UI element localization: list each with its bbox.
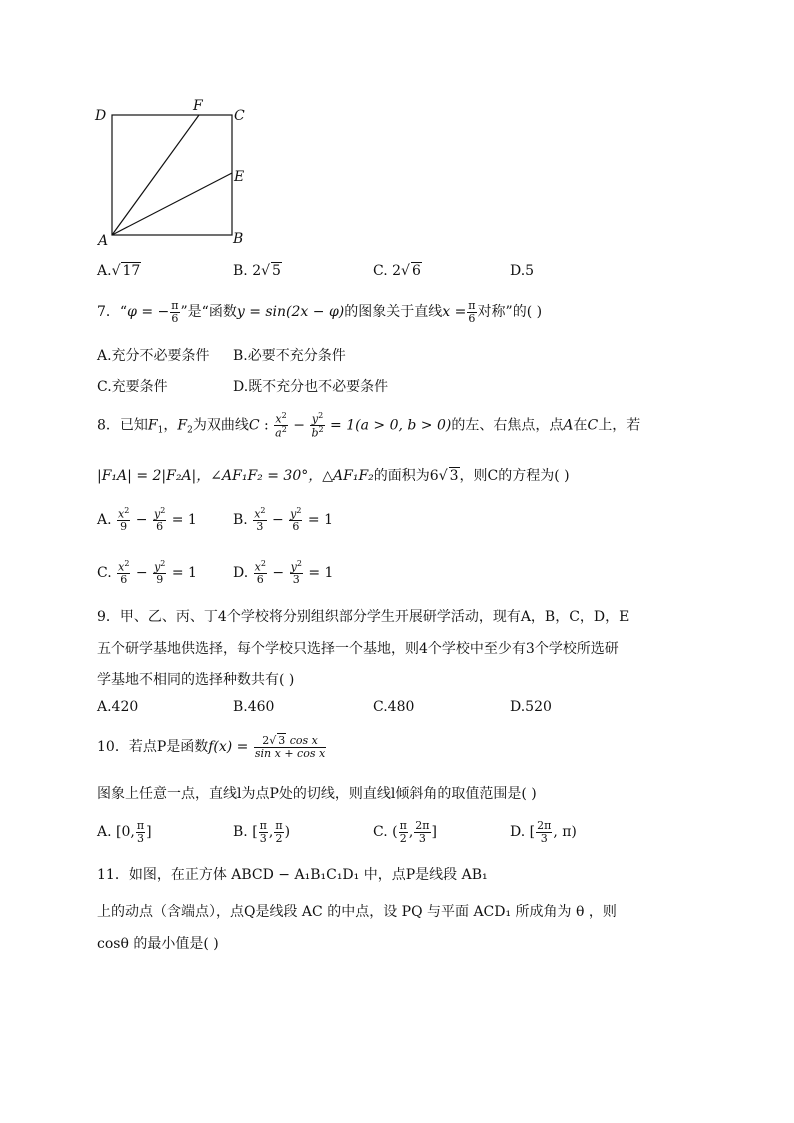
fraction-x2-a2: $\frac{x^2}{a^2}$ (275, 411, 287, 440)
fraction-pi-over-6: $\frac{\pi}{6}$ (171, 299, 179, 325)
fraction-pi-over-6: $\frac{\pi}{6}$ (468, 299, 476, 325)
label-c: C (234, 108, 245, 124)
q7-option-b[interactable]: B.必要不充分条件 (233, 348, 346, 364)
q6-option-a[interactable]: A.√ 17 (97, 263, 141, 279)
q8-option-c[interactable]: C. $\frac{x^2}{6}$ − $\frac{y^2}{9}$ = 1 (97, 559, 197, 587)
label-a: A (98, 233, 109, 249)
q6-option-c[interactable]: C. 2√ 6 (373, 263, 421, 279)
q10-stem-line1: 10．若点P是函数f(x) = $\frac{\text{2√ 3 cos x}}{\text{sin x + cos x}}$ (97, 734, 326, 760)
q9-option-a[interactable]: A.420 (97, 699, 139, 715)
q7-option-c[interactable]: C.充要条件 (97, 379, 168, 395)
q7-stem: 7．“φ = − $\frac{\pi}{6}$ ”是“函数y = sin(2x − φ)的图象关于直线x = $\frac{\pi}{6}$ 对称”的( ) (97, 299, 543, 325)
q10-stem-line2: 图象上任意一点，直线l为点P处的切线，则直线l倾斜角的取值范围是( ) (97, 786, 537, 802)
q10-option-d[interactable]: D. [ $\frac{2\pi}{3}$ , π) (510, 819, 577, 845)
q10-option-c[interactable]: C. ( $\frac{\pi}{2}$ , $\frac{2\pi}{3}$ ] (373, 819, 437, 845)
q11-stem-line2: 上的动点（含端点），点Q是线段 AC 的中点，设 PQ 与平面 ACD₁ 所成角为 θ ，则 (97, 904, 617, 920)
q8-option-d[interactable]: D. $\frac{x^2}{6}$ − $\frac{y^2}{3}$ = 1 (233, 559, 334, 587)
q11-stem-line1: 11．如图，在正方体 ABCD − A₁B₁C₁D₁ 中，点P是线段 AB₁ (97, 867, 488, 883)
q9-option-d[interactable]: D.520 (510, 699, 552, 715)
label-b: B (233, 231, 244, 247)
square-abcd (112, 115, 232, 235)
q8-option-a[interactable]: A. $\frac{x^2}{9}$ − $\frac{y^2}{6}$ = 1 (97, 506, 197, 534)
q7-option-a[interactable]: A.充分不必要条件 (97, 348, 210, 364)
square-figure (90, 95, 260, 255)
q11-stem-line3: cosθ 的最小值是( ) (97, 936, 219, 952)
q6-option-b[interactable]: B. 2√ 5 (233, 263, 281, 279)
q9-option-b[interactable]: B.460 (233, 699, 275, 715)
q8-option-b[interactable]: B. $\frac{x^2}{3}$ − $\frac{y^2}{6}$ = 1 (233, 506, 334, 534)
q9-option-c[interactable]: C.480 (373, 699, 415, 715)
fraction-fx: $\frac{\text{2√ 3 cos x}}{\text{sin x + cos x}}$ (254, 734, 326, 760)
radicand: 17 (122, 263, 141, 279)
radicand: 6 (411, 263, 421, 279)
q8-stem-line2: |F₁A| = 2|F₂A|，∠AF₁F₂ = 30°，△AF₁F₂的面积为6√ 3，则C的方程为( ) (97, 468, 570, 484)
q9-stem-line3: 学基地不相同的选择种数共有( ) (97, 672, 295, 688)
segment-af (112, 115, 199, 235)
q9-stem-line2: 五个研学基地供选择，每个学校只选择一个基地，则4个学校中至少有3个学校所选研 (97, 641, 619, 657)
radicand: 5 (272, 263, 281, 279)
label-e: E (234, 169, 245, 185)
label-d: D (95, 108, 107, 124)
fraction-y2-b2: $\frac{y^2}{b^2}$ (311, 411, 324, 440)
label-f: F (193, 98, 203, 114)
q10-option-b[interactable]: B. [ $\frac{\pi}{3}$ , $\frac{\pi}{2}$ ) (233, 819, 291, 845)
q8-stem-line1: 8．已知$F_1$，$F_2$为双曲线C : $\frac{x^2}{a^2}$ − $\frac{y^2}{b^2}$ = 1(a > 0, b > 0)的左、右焦点，点A在C上，若 (97, 411, 641, 440)
q10-option-a[interactable]: A. [0, $\frac{\pi}{3}$ ] (97, 819, 152, 845)
segment-ae (112, 173, 232, 235)
q9-stem-line1: 9．甲、乙、丙、丁4个学校将分别组织部分学生开展研学活动，现有A，B，C，D，E (97, 609, 630, 625)
q6-option-d[interactable]: D.5 (510, 263, 535, 279)
q7-option-d[interactable]: D.既不充分也不必要条件 (233, 379, 389, 395)
